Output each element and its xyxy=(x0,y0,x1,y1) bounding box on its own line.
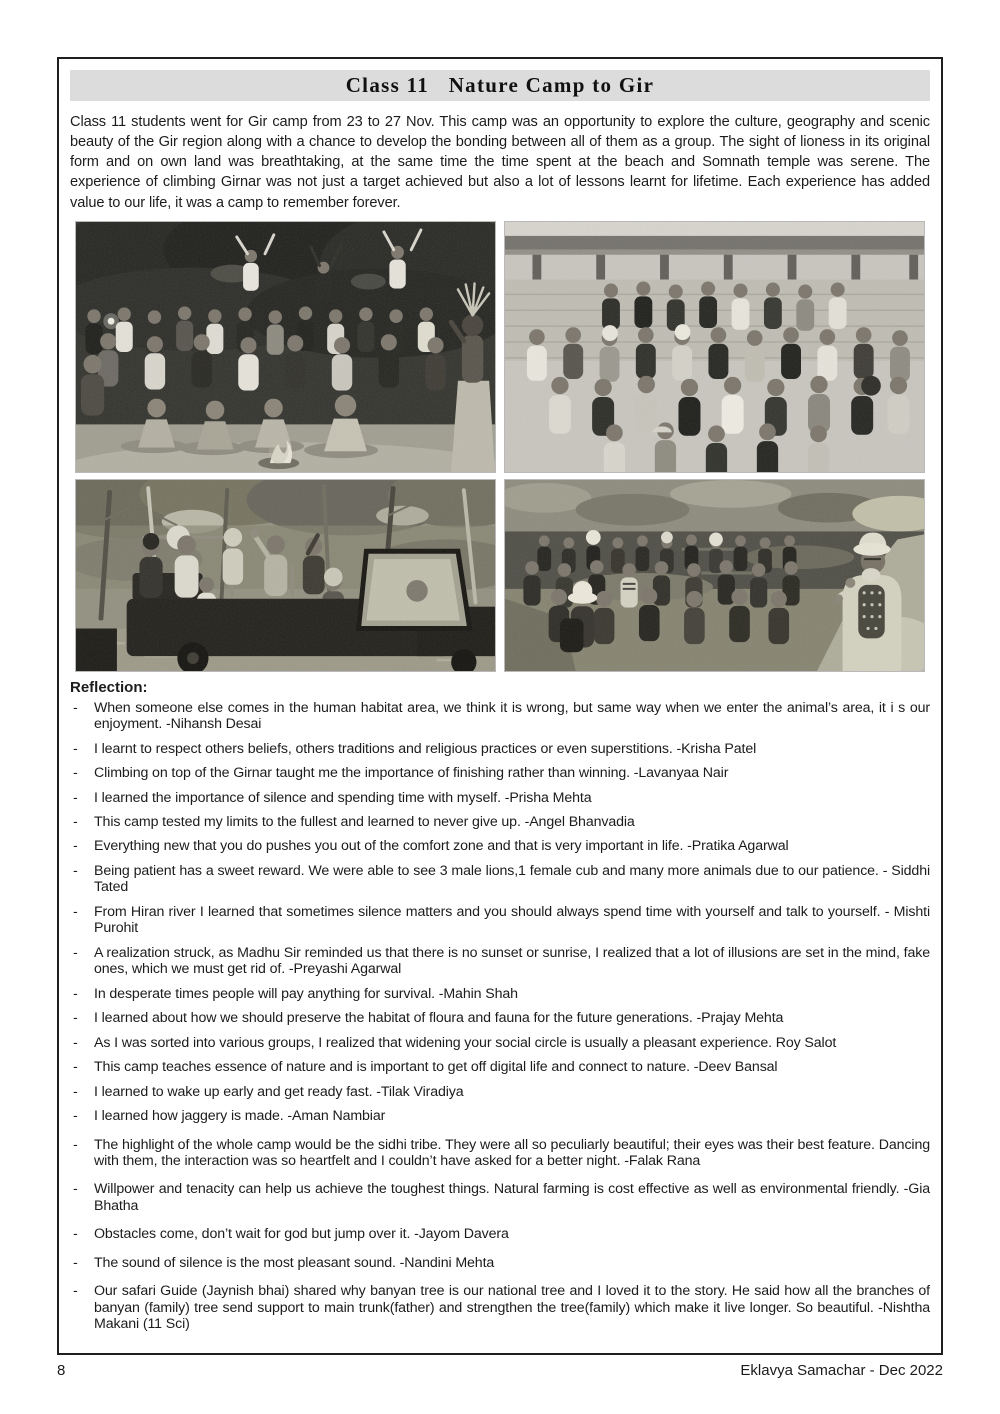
bullet-marker: - xyxy=(73,1108,78,1125)
reflection-text: I learned to wake up early and get ready fast. -Tilak Viradiya xyxy=(94,1083,464,1100)
bullet-marker: - xyxy=(73,985,78,1002)
reflection-text: When someone else comes in the human habitat area, we think it is wrong, but same way when we enter the animal’s area, it i s our enjoyment. -Nihansh Desai xyxy=(94,699,930,733)
reflection-text: This camp tested my limits to the fullest and learned to never give up. -Angel Bhanvadia xyxy=(94,813,635,830)
reflection-item xyxy=(70,1035,930,1051)
intro-paragraph: Class 11 students went for Gir camp from 23 to 27 Nov. This camp was an opportunity to explore the culture, geography and scenic beauty of the Gir region along with a chance to develop the bonding between all of them as a group. The sight of lioness in its original form and on own land was breathtaking, at the same time the time spent at the beach and Somnath temple was serene. The experience of climbing Girnar was not just a target achieved but also a lot of lessons learnt for lifetime. Each experience has added value to our life, it was a camp to remember forever. xyxy=(70,114,930,211)
bullet-marker: - xyxy=(73,903,78,920)
page-number: 8 xyxy=(57,1362,66,1379)
bullet-marker: - xyxy=(73,1254,78,1271)
reflection-text: As I was sorted into various groups, I realized that widening your social circle is usually a pleasant experience. Roy Salot xyxy=(94,1034,837,1051)
photo-safari-jeep xyxy=(75,479,496,672)
bullet-marker: - xyxy=(73,699,78,716)
bullet-marker: - xyxy=(73,789,78,806)
article-border-box xyxy=(57,57,943,1355)
reflection-item xyxy=(70,1108,930,1124)
bullet-marker: - xyxy=(73,1083,78,1100)
reflection-item xyxy=(70,1226,930,1242)
reflection-text: A realization struck, as Madhu Sir reminded us that there is no sunset or sunrise, I realized that a lot of illusions are set in the mind, fake ones, which we must get rid of. -Preyashi Agarwal xyxy=(94,944,930,978)
reflection-text: I learnt to respect others beliefs, others traditions and religious practices or even superstitions. -Krisha Patel xyxy=(94,740,757,757)
reflection-item xyxy=(70,986,930,1002)
reflection-heading: Reflection: xyxy=(70,678,148,696)
photo-night-tribal-dance-image xyxy=(76,222,495,472)
reflection-text: Being patient has a sweet reward. We were able to see 3 male lions,1 female cub and many more animals due to our patience. - Siddhi Tated xyxy=(94,862,930,896)
reflection-item xyxy=(70,765,930,781)
photo-river-briefing xyxy=(504,479,925,672)
bullet-marker: - xyxy=(73,862,78,879)
reflection-text: In desperate times people will pay anything for survival. -Mahin Shah xyxy=(94,985,518,1002)
reflection-text: I learned about how we should preserve the habitat of floura and fauna for the future generations. -Prajay Mehta xyxy=(94,1010,784,1027)
bullet-marker: - xyxy=(73,1010,78,1027)
reflection-item xyxy=(70,700,930,733)
bullet-marker: - xyxy=(73,1226,78,1243)
reflection-item xyxy=(70,1059,930,1075)
bullet-marker: - xyxy=(73,1283,78,1300)
reflection-item xyxy=(70,904,930,937)
reflection-item xyxy=(70,1137,930,1170)
bullet-marker: - xyxy=(73,1034,78,1051)
bullet-marker: - xyxy=(73,740,78,757)
bullet-marker: - xyxy=(73,838,78,855)
reflection-list xyxy=(70,700,930,1333)
bullet-marker: - xyxy=(73,944,78,961)
photo-fort-group xyxy=(504,221,925,473)
reflection-item xyxy=(70,945,930,978)
reflection-item xyxy=(70,1283,930,1332)
reflection-text: I learned the importance of silence and spending time with myself. -Prisha Mehta xyxy=(94,789,592,806)
reflection-text: Climbing on top of the Girnar taught me the importance of finishing rather than winning. -Lavanyaa Nair xyxy=(94,765,729,782)
reflection-text: The highlight of the whole camp would be the sidhi tribe. They were all so peculiarly beautiful; their eyes was their best feature. Dancing with them, the interaction was so heartfelt and I couldn’t have asked for a better night. -Falak Rana xyxy=(94,1136,930,1169)
bullet-marker: - xyxy=(73,1136,78,1153)
reflection-text: The sound of silence is the most pleasant sound. -Nandini Mehta xyxy=(94,1254,495,1271)
reflection-text: This camp teaches essence of nature and is important to get off digital life and connect to nature. -Deev Bansal xyxy=(94,1059,778,1076)
photo-safari-jeep-image xyxy=(76,480,495,671)
reflection-text: Willpower and tenacity can help us achieve the toughest things. Natural farming is cost effective as well as environmental friendly. -Gia Bhatha xyxy=(94,1181,930,1214)
photo-grid xyxy=(75,221,925,672)
reflection-text: Our safari Guide (Jaynish bhai) shared why banyan tree is our national tree and I loved it to the story. He said how all the branches of banyan (family) tree send support to main trunk(father) and strengthen the tree(family) which make it live longer. So beautiful. -Nishtha Makani (11 Sci) xyxy=(94,1283,930,1333)
reflection-item xyxy=(70,814,930,830)
reflection-item xyxy=(70,863,930,896)
reflection-item xyxy=(70,838,930,854)
reflection-item xyxy=(70,741,930,757)
reflection-item xyxy=(70,1255,930,1271)
photo-fort-group-image xyxy=(505,222,924,472)
photo-river-briefing-image xyxy=(505,480,924,671)
photo-night-tribal-dance xyxy=(75,221,496,473)
reflection-item xyxy=(70,1181,930,1214)
bullet-marker: - xyxy=(73,1181,78,1198)
reflection-item xyxy=(70,1010,930,1026)
reflection-text: I learned how jaggery is made. -Aman Nambiar xyxy=(94,1108,386,1125)
issue-label: Eklavya Samachar - Dec 2022 xyxy=(740,1362,943,1379)
bullet-marker: - xyxy=(73,813,78,830)
page-footer xyxy=(57,1362,943,1379)
reflection-text: From Hiran river I learned that sometimes silence matters and you should always spend time with yourself and talk to yourself. - Mishti Purohit xyxy=(94,903,930,937)
reflection-item xyxy=(70,1084,930,1100)
article-title-bar xyxy=(70,70,930,101)
bullet-marker: - xyxy=(73,1059,78,1076)
page-title: Class 11 Nature Camp to Gir xyxy=(345,73,655,97)
bullet-marker: - xyxy=(73,765,78,782)
reflection-text: Obstacles come, don’t wait for god but jump over it. -Jayom Davera xyxy=(94,1226,509,1243)
reflection-item xyxy=(70,790,930,806)
reflection-text: Everything new that you do pushes you out of the comfort zone and that is very important in life. -Pratika Agarwal xyxy=(94,838,789,855)
